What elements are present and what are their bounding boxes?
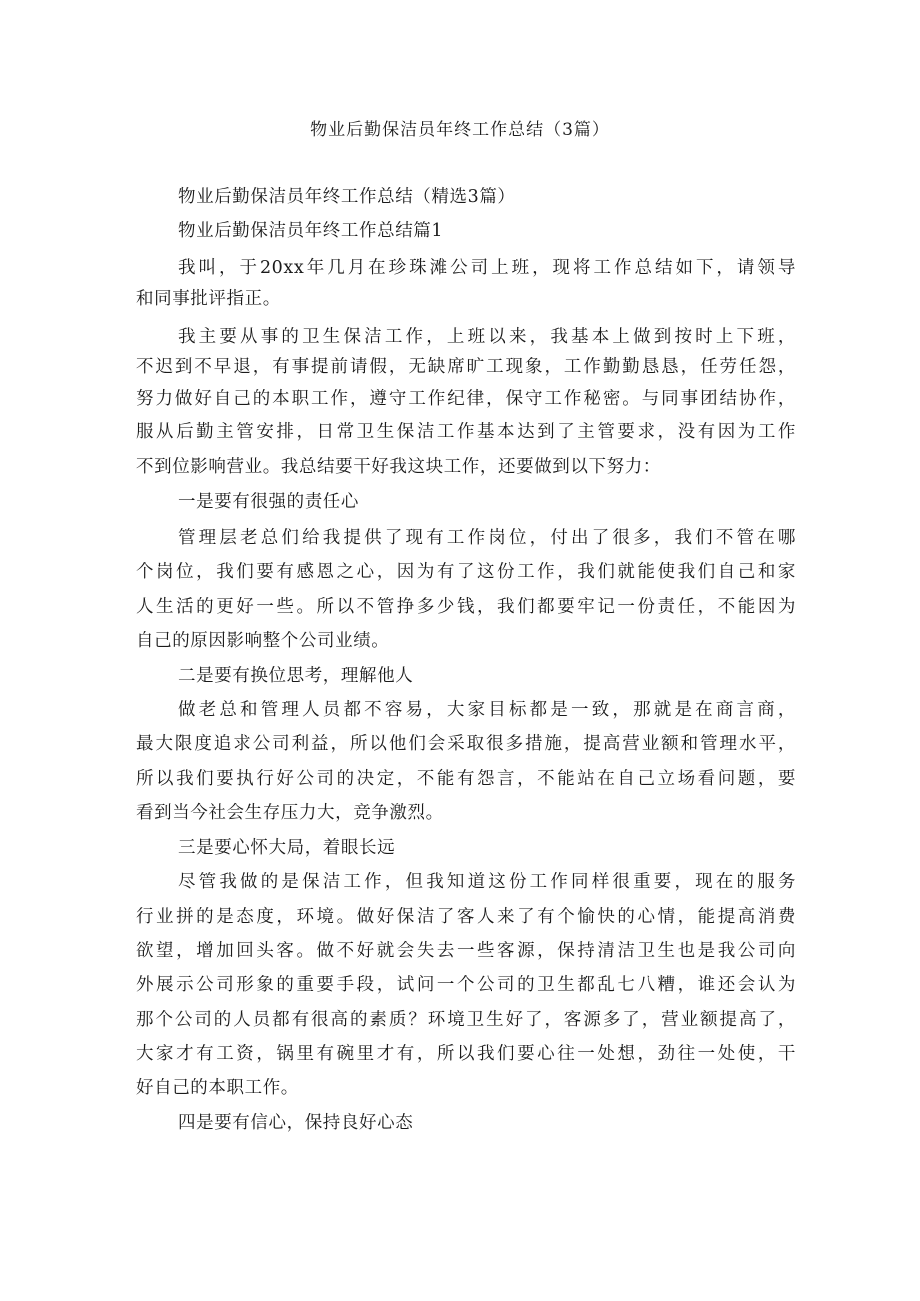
paragraph-line: 做老总和管理人员都不容易，大家目标都是一致，那就是在商言商， (178, 700, 796, 720)
document-subtitle: 物业后勤保洁员年终工作总结（精选3篇） (178, 187, 516, 207)
section-heading: 物业后勤保洁员年终工作总结篇1 (178, 221, 444, 241)
paragraph-line: 看到当今社会生存压力大，竞争激烈。 (136, 803, 444, 823)
paragraph-line: 自己的原因影响整个公司业绩。 (136, 631, 390, 651)
document-title: 物业后勤保洁员年终工作总结（3篇） (310, 120, 610, 140)
paragraph-line: 和同事批评指正。 (136, 289, 281, 309)
paragraph-line: 外展示公司形象的重要手段，试问一个公司的卫生都乱七八糟，谁还会认为 (136, 975, 796, 995)
paragraph-line: 个岗位，我们要有感恩之心，因为有了这份工作，我们就能使我们自己和家 (136, 562, 796, 582)
paragraph-line: 我叫，于20xx年几月在珍珠滩公司上班，现将工作总结如下，请领导 (178, 258, 796, 278)
paragraph-line: 不迟到不早退，有事提前请假，无缺席旷工现象，工作勤勤恳恳，任劳任怨， (136, 357, 796, 377)
paragraph-line: 欲望，增加回头客。做不好就会失去一些客源，保持清洁卫生也是我公司向 (136, 941, 796, 961)
subheading: 一是要有很强的责任心 (178, 492, 359, 512)
paragraph-line: 那个公司的人员都有很高的素质？环境卫生好了，客源多了，营业额提高了， (136, 1010, 796, 1030)
subheading: 四是要有信心，保持良好心态 (178, 1113, 414, 1133)
subheading: 二是要有换位思考，理解他人 (178, 666, 414, 686)
paragraph-line: 管理层老总们给我提供了现有工作岗位，付出了很多，我们不管在哪 (178, 528, 796, 548)
paragraph-line: 服从后勤主管安排，日常卫生保洁工作基本达到了主管要求，没有因为工作 (136, 422, 796, 442)
paragraph-line: 所以我们要执行好公司的决定，不能有怨言，不能站在自己立场看问题，要 (136, 769, 796, 789)
paragraph-line: 我主要从事的卫生保洁工作，上班以来，我基本上做到按时上下班， (178, 327, 796, 347)
paragraph-line: 努力做好自己的本职工作，遵守工作纪律，保守工作秘密。与同事团结协作， (136, 389, 796, 409)
paragraph-line: 最大限度追求公司利益，所以他们会采取很多措施，提高营业额和管理水平， (136, 734, 796, 754)
paragraph-line: 行业拼的是态度，环境。做好保洁了客人来了有个愉快的心情，能提高消费 (136, 907, 796, 927)
paragraph-line: 好自己的本职工作。 (136, 1078, 299, 1098)
paragraph-line: 不到位影响营业。我总结要干好我这块工作，还要做到以下努力： (136, 457, 661, 477)
paragraph-line: 尽管我做的是保洁工作，但我知道这份工作同样很重要，现在的服务 (178, 872, 796, 892)
paragraph-line: 大家才有工资，锅里有碗里才有，所以我们要心往一处想，劲往一处使，干 (136, 1044, 796, 1064)
subheading: 三是要心怀大局，着眼长远 (178, 838, 396, 858)
paragraph-line: 人生活的更好一些。所以不管挣多少钱，我们都要牢记一份责任，不能因为 (136, 597, 796, 617)
